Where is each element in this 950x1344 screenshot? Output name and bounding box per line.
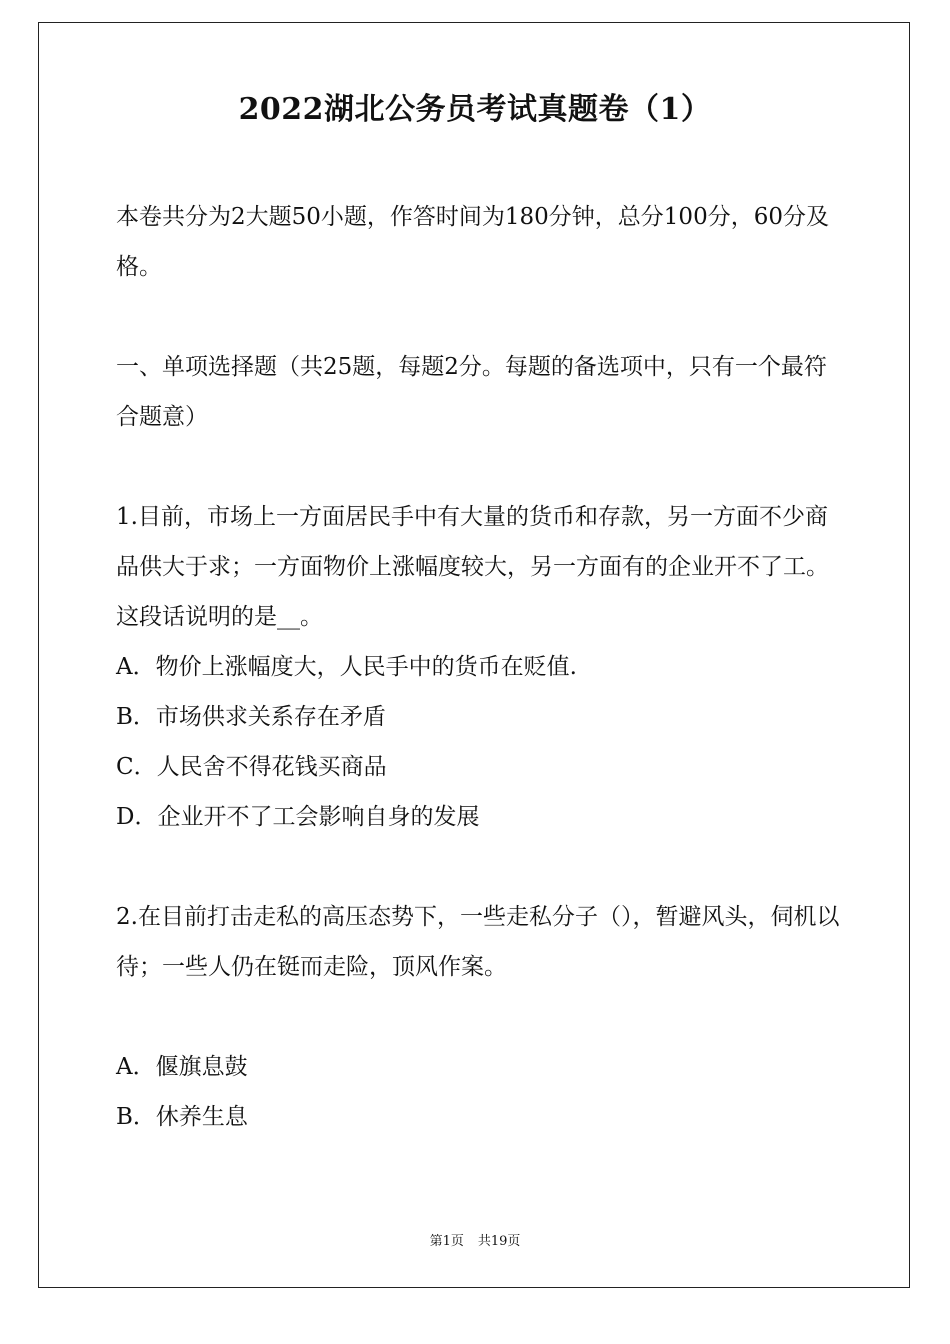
spacer <box>116 842 846 892</box>
page-footer <box>0 1232 950 1252</box>
document-title: 2022湖北公务员考试真题卷（1） <box>238 92 712 127</box>
spacer <box>116 292 846 342</box>
question-stem: 1.目前，市场上一方面居民手中有大量的货币和存款，另一方面不少商品供大于求；一方面物价上涨幅度较大，另一方面有的企业开不了工。 这段话说明的是__。 <box>116 504 841 630</box>
question-option: A．物价上涨幅度大，人民手中的货币在贬值. <box>116 654 577 680</box>
spacer <box>116 442 846 492</box>
question-2 <box>116 892 846 1142</box>
document-body <box>116 192 846 1142</box>
question-stem: 2.在目前打击走私的高压态势下，一些走私分子（），暂避风头，伺机以待；一些人仍在铤而走险，顶风作案。 <box>116 904 840 980</box>
exam-intro: 本卷共分为2大题50小题，作答时间为180分钟，总分100分，60分及格。 <box>116 204 829 280</box>
page-total: 共19页 <box>477 1234 521 1249</box>
question-option: B．市场供求关系存在矛盾 <box>116 704 386 730</box>
question-option: B．休养生息 <box>116 1104 248 1130</box>
spacer <box>116 992 846 1042</box>
question-option: A．偃旗息鼓 <box>116 1054 248 1080</box>
question-1 <box>116 492 846 842</box>
question-option: C．人民舍不得花钱买商品 <box>116 754 387 780</box>
section-heading: 一、单项选择题（共25题，每题2分。每题的备选项中，只有一个最符合题意） <box>116 354 827 430</box>
page-number: 第1页 <box>429 1234 464 1249</box>
question-option: D．企业开不了工会影响自身的发展 <box>116 804 480 830</box>
